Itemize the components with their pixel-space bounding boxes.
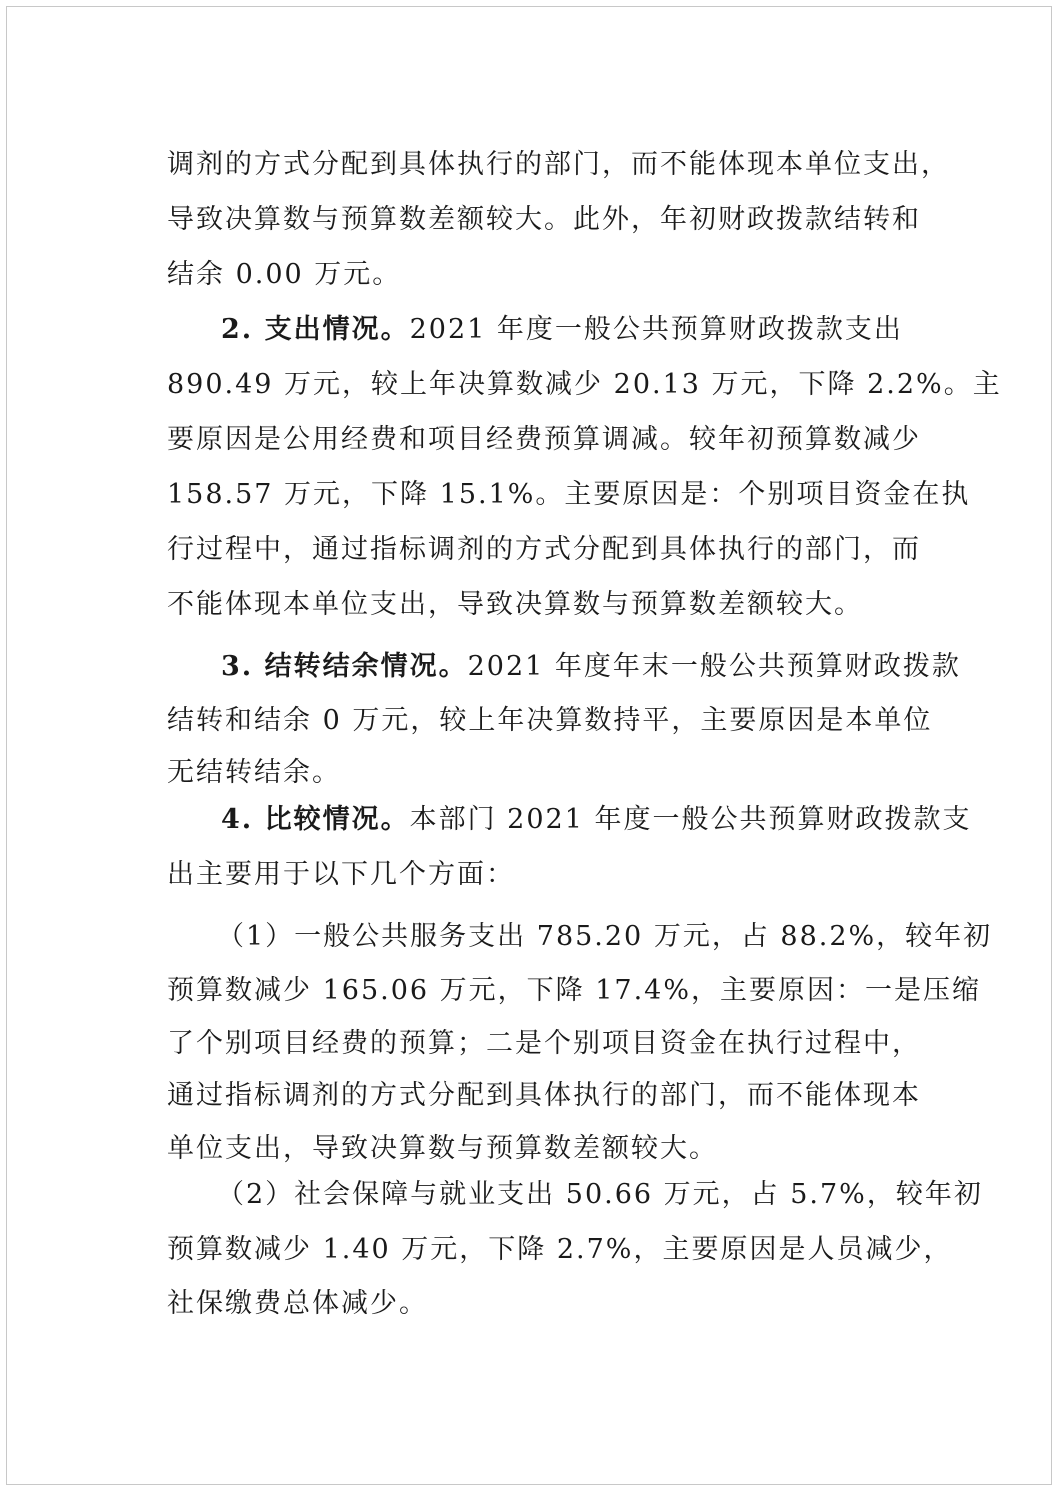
text-line: 158.57 万元，下降 15.1%。主要原因是：个别项目资金在执 — [167, 479, 971, 510]
text-line: 无结转结余。 — [167, 757, 341, 788]
text-line: 不能体现本单位支出，导致决算数与预算数差额较大。 — [167, 589, 863, 620]
paragraph-3-first-line — [221, 647, 961, 687]
text-line: 结转和结余 0 万元，较上年决算数持平，主要原因是本单位 — [167, 705, 933, 736]
text-line: 通过指标调剂的方式分配到具体执行的部门，而不能体现本 — [167, 1080, 921, 1111]
text-line: 调剂的方式分配到具体执行的部门，而不能体现本单位支出， — [167, 149, 950, 180]
text-line: 出主要用于以下几个方面： — [167, 859, 515, 890]
text-line: 社保缴费总体减少。 — [167, 1288, 428, 1319]
heading-carryover: 3. 结转结余情况。 — [221, 651, 468, 682]
text-line: 导致决算数与预算数差额较大。此外，年初财政拨款结转和 — [167, 204, 921, 235]
text-line: 预算数减少 1.40 万元，下降 2.7%，主要原因是人员减少， — [167, 1234, 953, 1265]
text-line: 行过程中，通过指标调剂的方式分配到具体执行的部门，而 — [167, 534, 921, 565]
text-line: （1）一般公共服务支出 785.20 万元，占 88.2%，较年初 — [217, 921, 993, 952]
document-page — [6, 6, 1052, 1485]
text-line: （2）社会保障与就业支出 50.66 万元，占 5.7%，较年初 — [217, 1179, 983, 1210]
text-line: 预算数减少 165.06 万元，下降 17.4%，主要原因：一是压缩 — [167, 975, 981, 1006]
text-line: 要原因是公用经费和项目经费预算调减。较年初预算数减少 — [167, 424, 921, 455]
text-line: 890.49 万元，较上年决算数减少 20.13 万元，下降 2.2%。主 — [167, 369, 1002, 400]
text-line: 结余 0.00 万元。 — [167, 259, 402, 290]
paragraph-4-first-line — [221, 800, 971, 840]
text-line: 单位支出，导致决算数与预算数差额较大。 — [167, 1133, 718, 1164]
text-span: 本部门 2021 年度一般公共预算财政拨款支 — [409, 804, 972, 835]
text-span: 2021 年度年末一般公共预算财政拨款 — [467, 651, 961, 682]
paragraph-2-first-line — [221, 310, 903, 350]
heading-expenditure: 2. 支出情况。 — [221, 314, 410, 345]
text-line: 了个别项目经费的预算；二是个别项目资金在执行过程中， — [167, 1028, 921, 1059]
heading-comparison: 4. 比较情况。 — [221, 804, 410, 835]
text-span: 2021 年度一般公共预算财政拨款支出 — [409, 314, 903, 345]
